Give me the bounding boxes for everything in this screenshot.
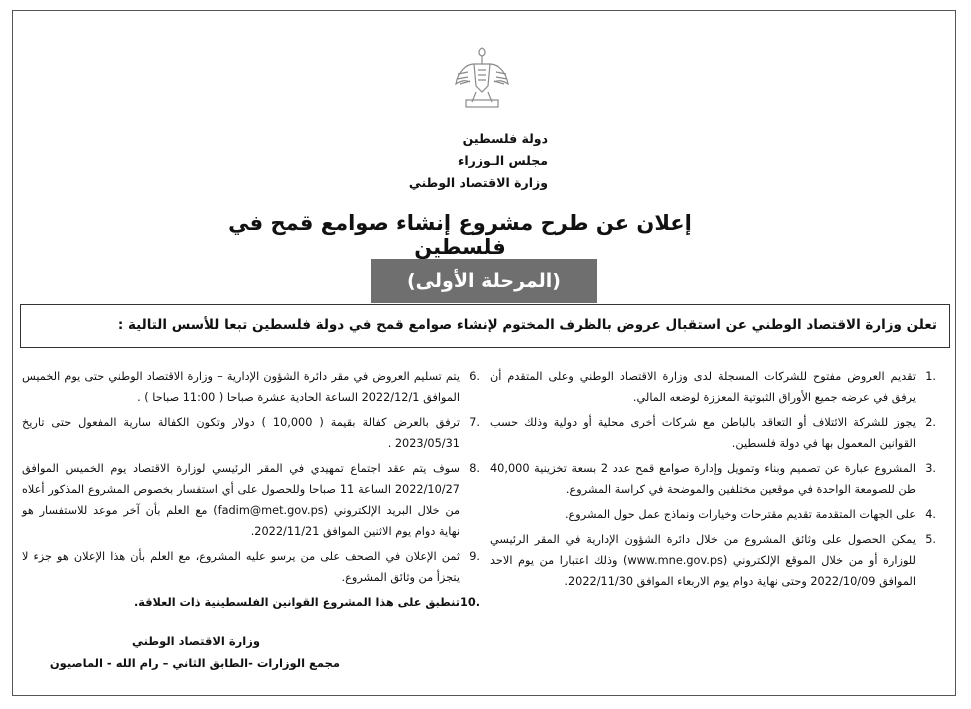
item-number: .8 bbox=[469, 462, 480, 475]
intro-box bbox=[20, 304, 950, 348]
list-item bbox=[22, 366, 480, 408]
item-number: .4 bbox=[925, 508, 936, 521]
eagle-emblem-icon bbox=[452, 44, 512, 112]
list-item bbox=[22, 546, 480, 588]
right-column bbox=[490, 366, 936, 596]
item-number: .10 bbox=[459, 596, 480, 609]
list-item bbox=[22, 412, 480, 454]
item-text: يتم تسليم العروض في مقر دائرة الشؤون الإدارية – وزارة الاقتصاد الوطني حتى يوم الخميس الموافق 2022/12/1 الساعة الحادية عشرة صباحا ( 11:00 صباحا ) . bbox=[22, 370, 460, 404]
item-text: تقديم العروض مفتوح للشركات المسجلة لدى وزارة الاقتصاد الوطني وعلى المتقدم أن يرفق في عرضه جميع الأوراق الثبوتية المعززة لوضعه المالي. bbox=[490, 370, 916, 404]
item-text: يمكن الحصول على وثائق المشروع من خلال دائرة الشؤون الإدارية في المقر الرئيسي للوزارة أو من خلال الموقع الإلكتروني (www.mne.gov.ps) وذلك اعتبارا من يوم الاحد الموافق 2022/10/09 وحتى نهاية دوام يوم الاربعاء الموافق 2022/11/30. bbox=[490, 533, 916, 588]
list-item bbox=[490, 529, 936, 592]
announcement-title: إعلان عن طرح مشروع إنشاء صوامع قمح في فلسطين bbox=[228, 211, 692, 259]
phase-banner: (المرحلة الأولى) bbox=[371, 259, 597, 303]
footer-ministry: وزارة الاقتصاد الوطني bbox=[131, 634, 260, 648]
item-number: .6 bbox=[469, 370, 480, 383]
signature-block bbox=[40, 630, 340, 674]
item-text: سوف يتم عقد اجتماع تمهيدي في المقر الرئيسي لوزارة الاقتصاد يوم الخميس الموافق 2022/10/27 الساعة 11 صباحا وللحصول على أي استفسار بخصوص المشروع المذكور أعلاه من خلال البريد الإلكتروني (fadim@met.gov.ps) مع العلم بأن آخر موعد للاستفسار هو نهاية دوام يوم الاثنين الموافق 2022/11/21. bbox=[22, 462, 460, 538]
list-item bbox=[490, 366, 936, 408]
council-name: مجلس الـوزراء bbox=[457, 153, 548, 168]
intro-text: تعلن وزارة الاقتصاد الوطني عن استقبال عروض بالظرف المختوم لإنشاء صوامع قمح في دولة فلسطين تبعا للأسس التالية : bbox=[117, 317, 937, 333]
item-text: تنطبق على هذا المشروع القوانين الفلسطينية ذات العلاقة. bbox=[133, 596, 460, 609]
list-item bbox=[22, 592, 480, 613]
item-number: .1 bbox=[925, 370, 936, 383]
list-item bbox=[490, 458, 936, 500]
country-name: دولة فلسطين bbox=[462, 131, 548, 146]
ministry-name: وزارة الاقتصاد الوطني bbox=[408, 175, 548, 190]
item-text: على الجهات المتقدمة تقديم مقترحات وخيارات ونماذج عمل حول المشروع. bbox=[564, 508, 916, 521]
list-item bbox=[490, 412, 936, 454]
item-number: .9 bbox=[469, 550, 480, 563]
item-text: المشروع عبارة عن تصميم وبناء وتمويل وإدارة صوامع قمح عدد 2 بسعة تخزينية 40,000 طن للصومعة الواحدة في موقعين مختلفين والموضحة في كراسة المشروع. bbox=[490, 462, 916, 496]
item-text: ترفق بالعرض كفالة بقيمة ( 10,000 ) دولار وتكون الكفالة سارية المفعول حتى تاريخ 2023/05/31 . bbox=[22, 416, 460, 450]
left-column bbox=[22, 366, 480, 617]
footer-address: مجمع الوزارات -الطابق الثاني – رام الله - الماصيون bbox=[49, 656, 340, 670]
item-number: .7 bbox=[469, 416, 480, 429]
list-item bbox=[22, 458, 480, 542]
item-number: .3 bbox=[925, 462, 936, 475]
item-text: ثمن الإعلان في الصحف على من يرسو عليه المشروع، مع العلم بأن هذا الإعلان هو جزء لا يتجزأ من وثائق المشروع. bbox=[22, 550, 460, 584]
item-number: .2 bbox=[925, 416, 936, 429]
item-number: .5 bbox=[925, 533, 936, 546]
item-text: يجوز للشركة الائتلاف أو التعاقد بالباطن مع شركات أخرى محلية أو دولية وذلك حسب القوانين المعمول بها في دولة فلسطين. bbox=[490, 416, 916, 450]
list-item bbox=[490, 504, 936, 525]
government-header bbox=[360, 128, 548, 194]
